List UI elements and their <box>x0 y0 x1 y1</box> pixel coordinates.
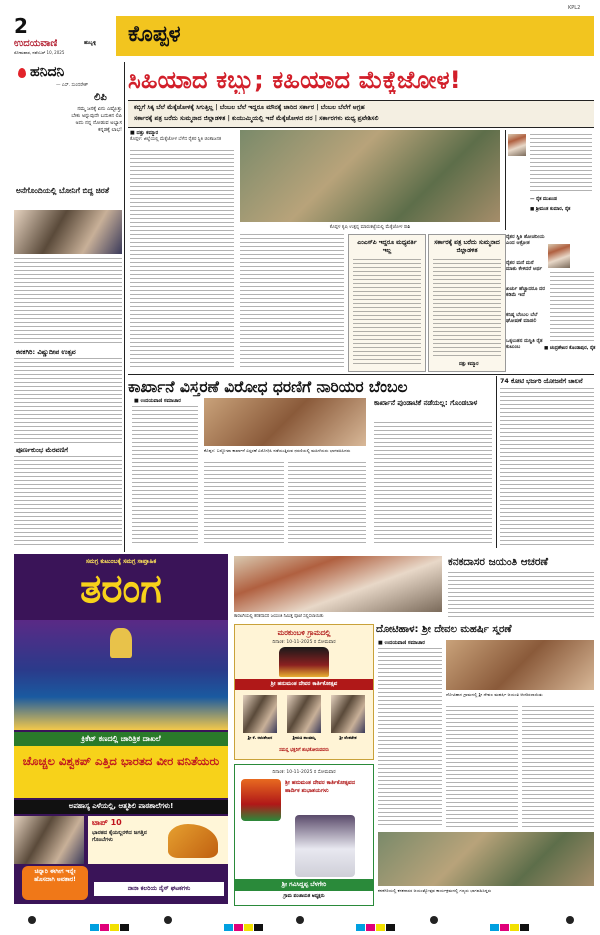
ad1-portrait <box>243 695 277 733</box>
lead-byline: ■ ದತ್ತು ಕಮ್ಮಾರ <box>130 130 159 136</box>
msp-box <box>348 234 426 372</box>
color-strip <box>356 916 396 935</box>
paper-edition: ಹುಬ್ಬಳ್ಳಿ <box>84 40 97 46</box>
dotihal-text-col1 <box>378 648 442 828</box>
quote3-photo <box>548 244 570 268</box>
msp-box-title: ಎಂಎಸ್‌ಪಿ ಇದ್ದರೂ ಮಧ್ಯವರ್ತಿ ಇಲ್ಲ <box>357 239 417 254</box>
lead-text-col1 <box>130 150 234 370</box>
color-strip <box>90 916 130 935</box>
taranga-strip-text: ಅಪಹಾಸ್ಯ ಎಳೆಯಲ್ಲಿ, ಆತ್ಮಶಿಲಿ ಪಾಠಶಾಲೆಗಳು! <box>68 802 174 810</box>
bullet-item: ಕನಿಷ್ಠ ಬೆಂಬಲ ಬೆಲೆ ಘೋಷಣೆ ಮಾಡಲಿ <box>506 312 538 324</box>
registration-mark-icon <box>28 916 36 924</box>
trophy-icon <box>110 628 132 658</box>
lead-subhead-1: ಕಬ್ಬಿಗೆ ಸಿಕ್ಕ ಬೆಲೆ ಮೆಕ್ಕೆಜೋಳಕ್ಕೆ ಸಿಗುತ್ತಿಲ್ಲ | ಬೆಂಬಲ ಬೆಲೆ ಇದ್ದರೂ ಮೌನಕ್ಕೆ ಜಾರಿದ ಸರ್ಕಾರ | ಬೆಂಬಲ ಬೆಲೆಗೆ ಆಗ್ರಹ <box>134 104 365 111</box>
quote1-photo <box>508 134 526 156</box>
taranga-banner1-text: ಕ್ರಿಕೆಟ್ ಕಣದಲ್ಲಿ ಚಾರಿತ್ರಿಕ ದಾಖಲೆ <box>81 734 161 743</box>
leopard-story-text <box>14 258 122 344</box>
color-strip <box>490 916 530 935</box>
taranga-tagline: ಸಮಗ್ರ ಕುಟುಂಬಕ್ಕೆ ಸಮಗ್ರ ಸಾಪ್ತಾಹಿಕ <box>85 558 157 565</box>
ad1-name: ಶ್ರೀಮತಿ ಶಾಂತಮ್ಮ <box>292 735 316 740</box>
scheme-column-rule <box>496 376 497 548</box>
ad2-portrait <box>295 815 355 877</box>
taranga-banner2 <box>14 746 228 798</box>
bullet-item: ರೈತರ ಮನೆ ಮನೆ ಮಾತು ಕೇಳಿದರೆ ಅರ್ಥ <box>506 260 543 272</box>
quote3-credit: ■ ಚಂದ್ರಶೇಖರ ಕೊಂಡಾಪುರ, ರೈತ <box>544 346 596 351</box>
ad2-title: ಶ್ರೀ ಹನುಮಂತ ದೇವರ ಕಾರ್ತಿಕೋತ್ಸವದ ಹಾರ್ದಿಕ ಶುಭಾಶಯಗಳು <box>285 780 356 794</box>
ad2-date: ದಿನಾಂಕ: 10-11-2025 ರ ಸೋಮವಾರ <box>272 770 336 775</box>
date-line: ಸೋಮವಾರ, ನವೆಂಬರ್ 10, 2025 <box>14 50 65 55</box>
kanakagiri-story-text <box>14 358 122 444</box>
ad1-subtitle-band <box>235 679 373 690</box>
factory-text-col1 <box>132 406 198 546</box>
taranga-strip <box>14 800 228 814</box>
factory-side-title: ಕಾರ್ಖಾನೆ ಪುಂಡಾಟಿಕೆ ನಡೆಯಲ್ಲ: ಗೊಂಡಬಾಳ <box>374 399 478 407</box>
taranga-top10-text: ಭಾರತದ ಕೈಯಲ್ಲರಳಿದ ಜಗತ್ತಿನ ಗೊಂಬೆಗಳು <box>92 830 147 843</box>
factory-text-col2 <box>204 462 284 546</box>
purnakumbha-story-title: ಪೂರ್ಣಕುಂಭ ಮೆರವಣಿಗೆ <box>16 446 68 454</box>
ad2-deity-image <box>241 779 281 821</box>
quote3-text <box>550 272 594 342</box>
left-column-rule <box>124 62 125 552</box>
registration-mark-icon <box>164 916 172 924</box>
district-box-title: ಸರ್ಕಾರಕ್ಕೆ ಪತ್ರ ಬರೆದು ಸುಮ್ಮನಾದ ಜಿಲ್ಲಾಡಳಿತ <box>434 239 500 254</box>
lead-photo <box>240 130 500 222</box>
ad2-name: ಶ್ರೀ ಗವಿಸಿದ್ದಪ್ಪ ಬೆಳಗೇರಿ <box>281 881 327 888</box>
ad-hanumantha <box>234 764 374 906</box>
hani-drop-icon <box>18 68 26 78</box>
lead-text-col2 <box>240 234 344 370</box>
taranga-banner2-text: ಚೊಚ್ಚಲ ವಿಶ್ವಕಪ್ ಎತ್ತಿದ ಭಾರತದ ವೀರ ವನಿತೆಯರು <box>22 754 220 768</box>
taranga-ad <box>14 554 228 904</box>
hani-dani-title: ಹನಿದನಿ <box>30 64 65 80</box>
district-box-text <box>433 259 501 359</box>
ad2-role: ಗ್ರಾಮ ಪಂಚಾಯತ ಅಧ್ಯಕ್ಷರು <box>283 894 325 899</box>
registration-mark-icon <box>566 916 574 924</box>
taranga-bottom-right <box>94 882 224 896</box>
ad1-footer: ಸಮಸ್ತ ಭಕ್ತರಿಗೆ ಶುಭಕೋರುವವರು <box>279 748 329 753</box>
quote1-text <box>530 134 592 194</box>
bullet-item: ಒಕ್ಕಲುತನ ದುಸ್ಥಿತಿ ರೈತ ಕುಟುಂಬ <box>506 338 543 350</box>
taranga-inset-photo <box>14 816 84 864</box>
ad1-portrait <box>287 695 321 733</box>
taranga-bottom-left-text: ಚಿನ್ನಾರಿ ಈಗೀಗ ಇನ್ನೇ ಹೊಸದಾಗಿ ಅವತಾರ! <box>34 868 76 883</box>
scheme-title: 74 ಕೋಟಿ ಭರ್ಜರಿ ಯೋಜನೆಗೆ ಚಾಲನೆ <box>500 378 583 385</box>
ad-marakumbali <box>234 624 374 760</box>
registration-mark-icon <box>296 916 304 924</box>
dotihal-photo <box>446 640 594 690</box>
ad1-portrait <box>331 695 365 733</box>
ad1-title: ಮರಕುಂಬಳಿ ಗ್ರಾಮದಲ್ಲಿ <box>277 629 331 637</box>
factory-headline: ಕಾರ್ಖಾನೆ ವಿಸ್ತರಣೆ ವಿರೋಧ ಧರಣಿಗೆ ನಾರಿಯರ ಬೆಂಬಲ <box>128 378 408 396</box>
kanaka-headline: ಕನಕದಾಸರ ಜಯಂತಿ ಆಚರಣೆ <box>448 556 549 568</box>
ad1-name: ಶ್ರೀ ವೆಂಕಟೇಶ <box>339 735 357 740</box>
kanakagiri-story-title: ಕನಕಗಿರಿ: ವಿಷ್ಣುದೀಪ ಉತ್ಸವ <box>16 348 76 356</box>
dotihal-photo-caption: ದೋಟಿಹಾಳ ಗ್ರಾಮದಲ್ಲಿ ಶ್ರೀ ದೇವಲ ಮಹರ್ಷಿ ಜಯಂತಿ ಆಚರಿಸಲಾಯಿತು <box>446 692 543 697</box>
quote2-credit: ■ ಶ್ರೀಮಂತ ಕುಮಾರ, ರೈತ <box>530 207 571 212</box>
lead-dateline: ಕೊಪ್ಪಳ: ಜಿಲ್ಲೆಯಲ್ಲಿ ಮೆಕ್ಕೆಜೋಳ ಬೆಳೆದ ರೈತರ ಸ್ಥಿತಿ ಚಿಂತಾಜನಕ <box>130 137 221 142</box>
leopard-story-title: ಅನೆಗೊಂದಿಯಲ್ಲಿ ಬೋನಿಗೆ ಬಿದ್ದ ಚಿರತೆ <box>16 186 110 195</box>
taranga-bottom-right-text: ನಾನಾ ಕಲರಿಯ ನೈಸ್ ಘಟಕಗಳು <box>127 885 191 892</box>
purnakumbha-story-text <box>14 456 122 548</box>
lead-subhead-2: ಸರ್ಕಾರಕ್ಕೆ ಪತ್ರ ಬರೆದು ಸುಮ್ಮನಾದ ಜಿಲ್ಲಾಡಳಿತ | ಕುಯುಮ್ಮಿಯಲ್ಲಿ ಇದೆ ಮೆಕ್ಕೆಜೋಳದ ದರ | ಸರ್ಕಾರಗಳು ಮಧ್ಯ ಪ್ರವೇಶಿಸಲಿ <box>134 115 379 122</box>
scheme-text <box>500 388 594 546</box>
poem-title: ಲಿಪಿ <box>94 92 107 103</box>
factory-text-col3 <box>288 462 366 546</box>
bullet-item: ಖರ್ಚು ಹೆಚ್ಚಾದರೂ ದರ ಕಡಿಮೆ ಇದೆ <box>506 286 545 298</box>
taranga-banner1 <box>14 732 228 746</box>
dotihal-bottom-photo <box>378 832 594 886</box>
district-box <box>428 234 506 372</box>
dotihal-text-col2 <box>446 706 518 828</box>
dotihal-bottom-caption: ಕನಕಗಿರಿಯಲ್ಲಿ ಕನಕದಾಸರ ಜಯಂತ್ಯೋತ್ಸವ ಕಾರ್ಯಕ್ರಮದಲ್ಲಿ ಗಣ್ಯರು ಭಾಗವಹಿಸಿದ್ದರು <box>378 888 492 893</box>
ad2-name-band <box>235 879 373 891</box>
factory-photo-caption: ಕೊಪ್ಪಳ: ಬಲ್ಡೋಟಾ ಕಾರ್ಖಾನೆ ವಿಸ್ತರಣೆ ವಿರೋಧಿಸಿ ನಡೆಯುತ್ತಿರುವ ಧರಣಿಯಲ್ಲಿ ಮಹಿಳೆಯರು ಭಾಗವಹಿಸಿದರು <box>204 448 351 453</box>
page-number: 2 <box>14 14 28 38</box>
district-box-credit: ದತ್ತು ಕಮ್ಮಾರ <box>459 362 479 367</box>
lead-photo-caption: ಕೊಪ್ಪಳ ಕೃಷಿ ಉತ್ಪನ್ನ ಮಾರುಕಟ್ಟೆಯಲ್ಲಿ ಮೆಕ್ಕೆಜೋಳ ರಾಶಿ <box>329 225 411 230</box>
footer-marks <box>0 912 600 928</box>
hani-dani-box <box>14 62 124 180</box>
right-column-rule <box>505 130 506 230</box>
factory-photo <box>204 398 366 446</box>
taranga-top10-box <box>88 816 228 864</box>
taranga-bottom-left <box>22 866 88 900</box>
lead-subhead-band <box>128 100 594 128</box>
dotihal-byline: ■ ಉದಯವಾಣಿ ಸಮಾಚಾರ <box>378 640 425 646</box>
dotihal-headline: ದೋಟಿಹಾಳ: ಶ್ರೀ ದೇವಲ ಮಹರ್ಷಿ ಸ್ಮರಣೆ <box>376 624 512 635</box>
taranga-title: ತರಂಗ <box>80 566 162 612</box>
kanaka-photo <box>234 556 442 612</box>
lead-bullets <box>506 234 546 370</box>
msp-box-text <box>353 259 421 365</box>
bullet-item: ರೈತರ ಸ್ಥಿತಿ ಶೋಚನೀಯ ಎಂದ ಆಕ್ರೋಶ <box>506 234 545 246</box>
taranga-top10: ಟಾಪ್ 10 <box>92 818 122 827</box>
ad1-date: ದಿನಾಂಕ: 10-11-2025 ರ ಸೋಮವಾರ <box>272 640 336 645</box>
registration-mark-icon <box>430 916 438 924</box>
section-band <box>116 16 594 56</box>
dotihal-text-col3 <box>522 706 594 828</box>
leopard-photo <box>14 210 122 254</box>
lead-headline: ಸಿಹಿಯಾದ ಕಬ್ಬು; ಕಹಿಯಾದ ಮೆಕ್ಕೆಜೋಳ! <box>128 66 461 94</box>
factory-top-rule <box>128 374 594 375</box>
toy-horse-icon <box>168 824 218 858</box>
factory-byline: ■ ಉದಯವಾಣಿ ಸಮಾಚಾರ <box>134 398 181 404</box>
quote1-credit: — ರೈತ ಮುಖಂಡ <box>530 197 557 202</box>
ad1-name: ಶ್ರೀ ಕೆ. ರಾಜಶೇಖರ <box>247 735 273 740</box>
color-strip <box>224 916 264 935</box>
ad1-subtitle: ಶ್ರೀ ಹನುಮಂತ ದೇವರ ಕಾರ್ತಿಕೋತ್ಸವ <box>270 681 338 687</box>
paper-name: ಉದಯವಾಣಿ <box>14 38 58 49</box>
section-title: ಕೊಪ್ಪಳ <box>128 22 181 47</box>
kanaka-text <box>448 572 594 618</box>
kanaka-photo-caption: ಕಾರಟಗಿಯಲ್ಲಿ ಕನಕದಾಸರ ಜಯಂತಿ ನಿಮಿತ್ತ ಪೂಜೆ ಸಲ್ಲಿಸಲಾಯಿತು <box>234 614 324 619</box>
hani-dani-author: — ಎಸ್. ಸುಂದರೇಶ್ <box>56 83 89 88</box>
corner-code: KPL2 <box>568 5 581 11</box>
ad1-deity-image <box>279 647 329 677</box>
poem-text: ನಮ್ಮ ಜನಕ್ಕೆ ಏನು ಎಷ್ಟೊತ್ತು ಬೇಕು ಅನ್ನುವುದೇ ಬದುಕಿನ ಲಿಪಿ ಅದು ನನ್ನ ನೋಡುವ ಅಭ್ಯಾಸ ಕನ್ನಡಕ್ಕೆ ಲಾಭ! <box>71 106 122 133</box>
masthead <box>0 0 600 56</box>
factory-side-text <box>374 422 492 546</box>
